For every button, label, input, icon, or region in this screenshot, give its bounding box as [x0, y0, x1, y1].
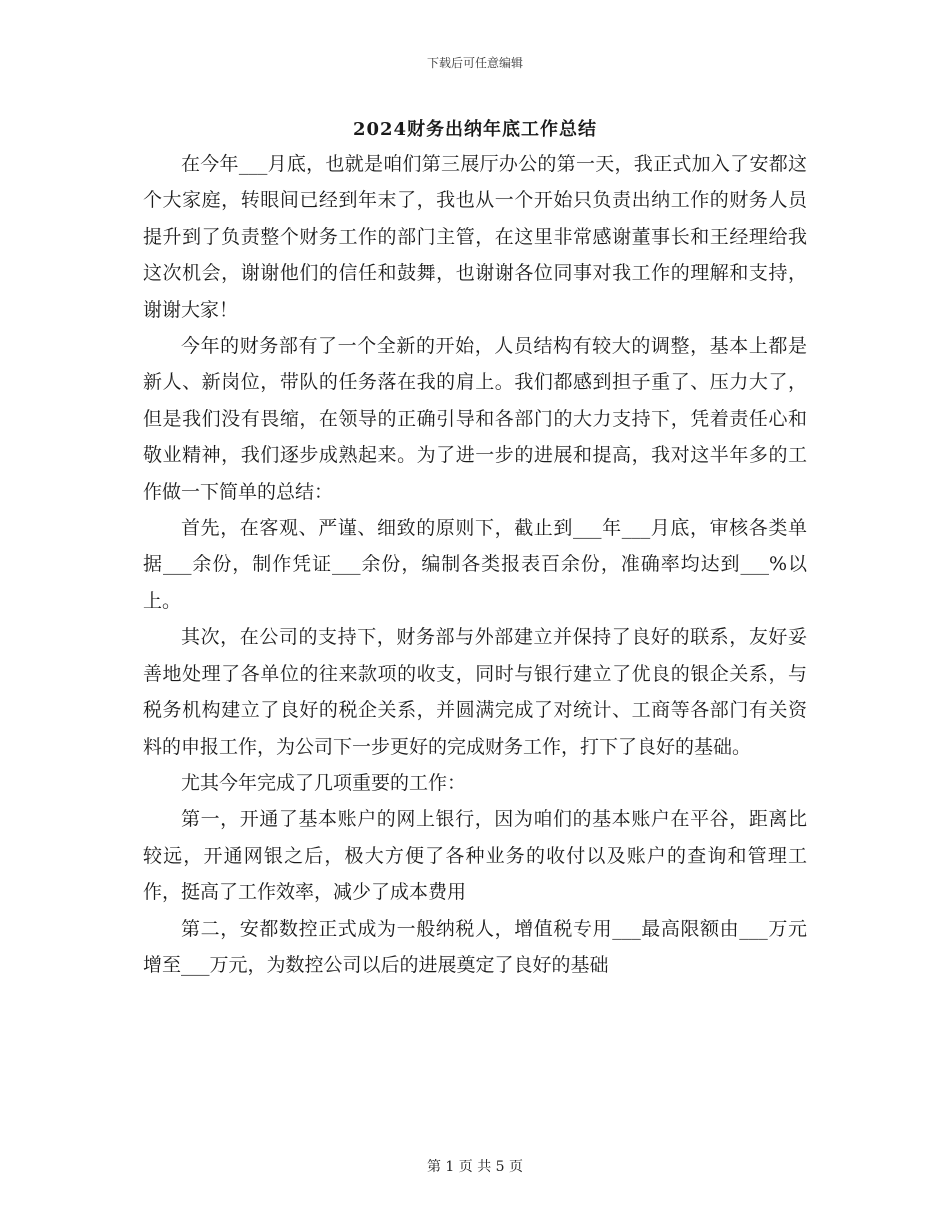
- paragraph-3: 首先，在客观、严谨、细致的原则下，截止到___年___月底，审核各类单据___余份，制作凭证___余份，编制各类报表百余份，准确率均达到___%以上。: [143, 517, 807, 612]
- paragraph-7: 第二，安都数控正式成为一般纳税人，增值税专用___最高限额由___万元增至___万元，为数控公司以后的进展奠定了良好的基础: [143, 917, 807, 976]
- paragraph-4: 其次，在公司的支持下，财务部与外部建立并保持了良好的联系，友好妥善地处理了各单位的往来款项的收支，同时与银行建立了优良的银企关系，与税务机构建立了良好的税企关系，并圆满完成了对统计、工商等各部门有关资料的申报工作，为公司下一步更好的完成财务工作，打下了良好的基础。: [143, 626, 807, 758]
- document-body: [143, 146, 807, 983]
- paragraph-5: 尤其今年完成了几项重要的工作：: [181, 771, 467, 794]
- paragraph-1: 在今年___月底，也就是咱们第三展厅办公的第一天，我正式加入了安都这个大家庭，转眼间已经到年末了，我也从一个开始只负责出纳工作的财务人员提升到了负责整个财务工作的部门主管，在这里非常感谢董事长和王经理给我这次机会，谢谢他们的信任和鼓舞，也谢谢各位同事对我工作的理解和支持，谢谢大家！: [143, 153, 807, 321]
- paragraph-6: 第一，开通了基本账户的网上银行，因为咱们的基本账户在平谷，距离比较远，开通网银之后，极大方便了各种业务的收付以及账户的查询和管理工作，挺高了工作效率，减少了成本费用: [143, 808, 807, 904]
- document-title: 2024财务出纳年底工作总结: [352, 119, 598, 140]
- header-note: 下载后可任意编辑: [426, 56, 523, 70]
- page-footer: 第 1 页 共 5 页: [426, 1159, 524, 1175]
- paragraph-2: 今年的财务部有了一个全新的开始，人员结构有较大的调整，基本上都是新人、新岗位，带队的任务落在我的肩上。我们都感到担子重了、压力大了，但是我们没有畏缩，在领导的正确引导和各部门的大力支持下，凭着责任心和敬业精神，我们逐步成熟起来。为了进一步的进展和提高，我对这半年多的工作做一下简单的总结：: [143, 335, 807, 503]
